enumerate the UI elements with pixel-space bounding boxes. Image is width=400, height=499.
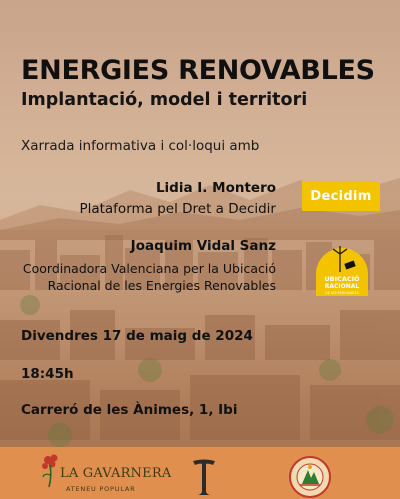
speaker-2-org-line-2: Racional de les Energies Renovables bbox=[47, 278, 276, 293]
event-place: Carreró de les Ànimes, 1, Ibi bbox=[21, 402, 238, 418]
gavarnera-title: LA GAVARNERA bbox=[60, 466, 172, 481]
poster-title: ENERGIES RENOVABLES bbox=[21, 55, 375, 86]
speaker-2-name: Joaquim Vidal Sanz bbox=[130, 238, 276, 254]
event-time: 18:45h bbox=[21, 366, 74, 382]
intro-text: Xarrada informativa i col·loqui amb bbox=[21, 138, 260, 154]
decidim-logo: Decidim bbox=[302, 181, 380, 211]
t-logo-icon bbox=[191, 457, 217, 497]
event-date: Divendres 17 de maig de 2024 bbox=[21, 328, 253, 344]
speaker-2-org-line-1: Coordinadora Valenciana per la Ubicació bbox=[22, 261, 276, 276]
ubicacio-line-3: DE LES RENOVABLES bbox=[325, 291, 359, 295]
ubicacio-line-1: UBICACIÓ bbox=[324, 275, 360, 283]
speaker-1-name: Lidia I. Montero bbox=[155, 180, 276, 196]
gavarnera-subtitle: ATENEU POPULAR bbox=[66, 485, 136, 493]
poster-subtitle: Implantació, model i territori bbox=[21, 90, 308, 110]
ubicacio-line-2: RACIONAL bbox=[324, 283, 360, 290]
association-seal-icon bbox=[289, 456, 331, 498]
speaker-1-org: Plataforma pel Dret a Decidir bbox=[79, 201, 276, 217]
gavarnera-flower-icon bbox=[40, 453, 62, 489]
ubicacio-racional-logo bbox=[314, 240, 370, 298]
